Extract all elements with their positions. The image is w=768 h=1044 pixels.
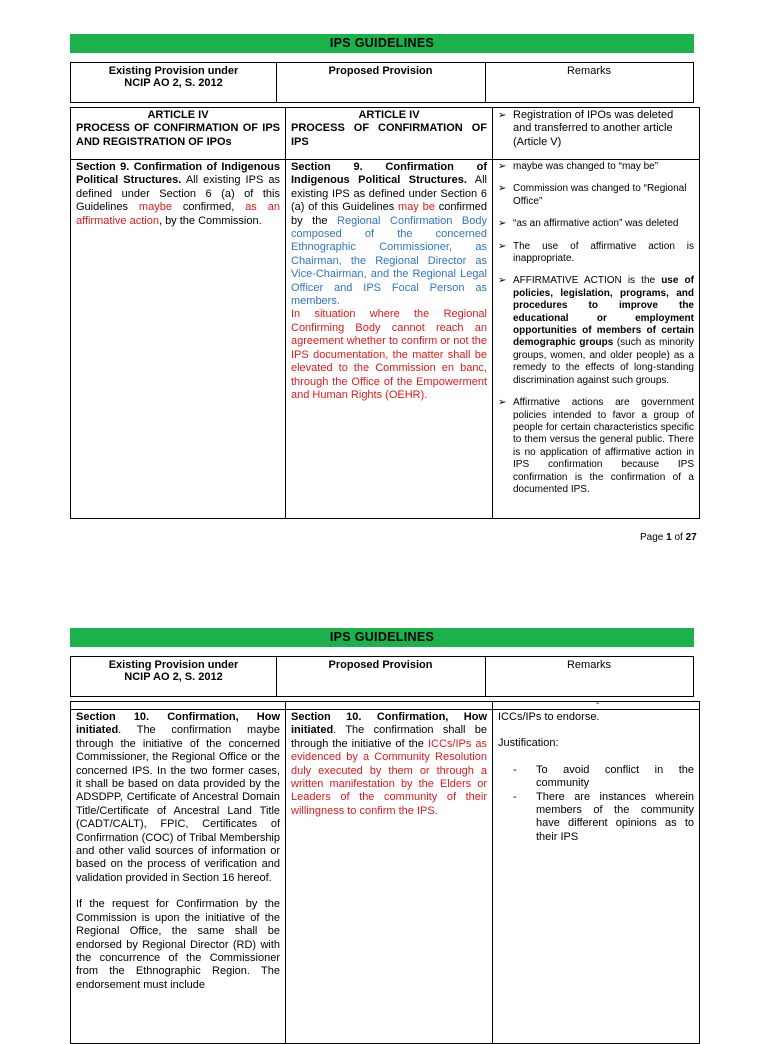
arrow-bullet-icon: ➢ <box>498 183 507 195</box>
column-header <box>70 656 694 697</box>
existing-section-cell <box>71 710 286 1044</box>
section-title: Section 9. Confirmation of Indigenous Political Structures. <box>76 161 280 187</box>
spacer-cell <box>493 702 700 710</box>
header-remarks: Remarks <box>566 659 611 671</box>
header-existing <box>71 657 276 696</box>
header-existing-line2: NCIP AO 2, S. 2012 <box>124 671 223 683</box>
header-proposed: Proposed Provision <box>328 65 433 77</box>
remark-text: There are instances wherein members of the community have different opinions as to their IPS <box>536 790 694 843</box>
banner-title: IPS GUIDELINES <box>70 628 694 647</box>
arrow-bullet-icon: ➢ <box>498 110 507 121</box>
page-current: 1 <box>666 532 672 543</box>
provisions-table <box>70 701 700 1044</box>
confirmation-body-text: Regional Confirmation Body composed of the concerned Ethnographic Commissioner, as Chairman, the Regional Director as Vice-Chairman, and the Regional Legal Officer and IPS Focal Person as members. <box>291 214 487 308</box>
remarks-article-cell <box>493 108 700 160</box>
remark-text: “as an affirmative action” was deleted <box>513 218 679 230</box>
page-number <box>640 532 697 543</box>
section-title: Section 10. Confirmation, How initiated <box>76 711 280 737</box>
deleted-text: as an affirmative action <box>76 201 280 227</box>
column-header <box>70 62 694 103</box>
list-item <box>513 764 694 791</box>
justification-label: Justification: <box>498 737 559 750</box>
list-item <box>498 275 694 387</box>
arrow-bullet-icon: ➢ <box>498 397 507 409</box>
list-item <box>498 397 694 496</box>
remark-marker: - <box>596 698 600 709</box>
remarks-section-cell <box>493 710 700 1044</box>
table-row <box>71 160 700 519</box>
existing-article-subtitle: PROCESS OF CONFIRMATION OF IPS AND REGISTRATION OF IPOs <box>76 122 280 148</box>
existing-article-title: ARTICLE IV <box>147 109 209 121</box>
header-existing <box>71 63 276 102</box>
proposed-article-cell <box>286 108 493 160</box>
header-existing-line2: NCIP AO 2, S. 2012 <box>124 77 223 89</box>
remark-text: Registration of IPOs was deleted and transferred to another article (Article V) <box>513 109 674 148</box>
remark-text: ICCs/IPs to endorse. <box>498 711 600 723</box>
added-text: ICCs/IPs as evidenced by a Community Resolution duly executed by them or through a written manifestation by the Elders or Leaders of the community of their willingness to confirm the IPS. <box>291 737 487 817</box>
deleted-text: maybe <box>138 201 172 214</box>
header-proposed: Proposed Provision <box>328 659 433 671</box>
remark-text: The use of affirmative action is inappropriate. <box>513 240 694 265</box>
spacer-cell <box>286 702 493 710</box>
table-row <box>71 702 700 710</box>
arrow-bullet-icon: ➢ <box>498 218 507 230</box>
section-text: All existing IPS as defined under Section 6 (a) of this Guidelines <box>76 174 280 214</box>
remark-text: Affirmative actions are government policies intended to favor a group of people for certain characteristics specific to them versus the general public. There is no application of affirmative action in IPS confirmation because IPS confirmation is the confirmation of a documented IPS. <box>513 397 694 495</box>
provisions-table <box>70 107 700 519</box>
section-text: . The confirmation shall be through the initiative of the <box>291 724 487 750</box>
remark-text: AFFIRMATIVE ACTION is the <box>513 275 662 287</box>
arrow-bullet-icon: ➢ <box>498 275 507 287</box>
spacer-cell <box>71 702 286 710</box>
section-title: Section 9. Confirmation of Indigenous Political Structures. <box>291 161 487 187</box>
section-text: confirmed by the <box>291 201 487 227</box>
existing-section-cell <box>71 160 286 519</box>
header-remarks: Remarks <box>566 65 611 77</box>
proposed-section-cell <box>286 160 493 519</box>
list-item <box>513 791 694 845</box>
remark-text: To avoid conflict in the community <box>536 763 694 790</box>
banner-title: IPS GUIDELINES <box>70 34 694 53</box>
arrow-bullet-icon: ➢ <box>498 161 507 172</box>
section-title: Section 10. Confirmation, How initiated <box>291 711 487 737</box>
page-total: 27 <box>685 532 697 543</box>
existing-article-cell <box>71 108 286 160</box>
proposed-article-title: ARTICLE IV <box>358 109 420 121</box>
list-item <box>498 109 694 149</box>
proposed-section-cell <box>286 710 493 1044</box>
table-row <box>71 108 700 160</box>
added-text: may be <box>398 201 435 214</box>
page-label: Page <box>640 532 664 543</box>
table-row <box>71 710 700 1044</box>
section-text: . The confirmation maybe through the initiative of the concerned Commissioner, the Regional Office or the concerned IPS. In the two former cases, it shall be based on data provided by the ADSDPP, Certificate of Ancestral Domain Title/Certificate of Ancestral Land Title (CADT/CALT), FPIC, Certificates of Confirmation (COC) of Tribal Membership and other valid sources of information or based on the process of verification and validation provided in Section 16 hereof. <box>76 724 280 884</box>
dash-bullet-icon: - <box>513 763 517 776</box>
section-text: All existing IPS as defined under Section 6 (a) of this Guidelines <box>291 174 487 214</box>
proposed-article-subtitle: PROCESS OF CONFIRMATION OF IPS <box>291 122 487 148</box>
definition-text: use of policies, legislation, programs, and procedures to improve the educational or employment opportunities of members of certain demographic groups <box>513 275 694 349</box>
dash-bullet-icon: - <box>513 790 517 803</box>
remark-text: (such as minority groups, women, and older people) as a remedy to the effects of long-standing discrimination against such groups. <box>513 337 694 386</box>
page-of: of <box>674 532 683 543</box>
list-item <box>498 161 694 173</box>
section-text: If the request for Confirmation by the Commission is upon the initiative of the Regional Office, the same shall be endorsed by Regional Director (RD) with the concurrence of the Commissioner from the Ethnographic Region. The endorsement must include <box>76 898 280 991</box>
remark-text: Commission was changed to “Regional Office” <box>513 183 687 207</box>
added-paragraph: In situation where the Regional Confirming Body cannot reach an agreement whether to confirm or not the IPS documentation, the matter shall be elevated to the Commission en banc, through the Office of the Empowerment and Human Rights (OEHR). <box>291 308 487 401</box>
header-existing-line1: Existing Provision under <box>108 65 239 77</box>
list-item <box>498 218 694 230</box>
remark-text: maybe was changed to “may be” <box>513 161 659 172</box>
header-existing-line1: Existing Provision under <box>108 659 239 671</box>
list-item <box>498 183 694 208</box>
section-text: confirmed, <box>171 201 246 214</box>
arrow-bullet-icon: ➢ <box>498 240 507 252</box>
remarks-section-cell <box>493 160 700 519</box>
section-text: , by the Commission. <box>158 214 262 227</box>
list-item <box>498 241 694 266</box>
